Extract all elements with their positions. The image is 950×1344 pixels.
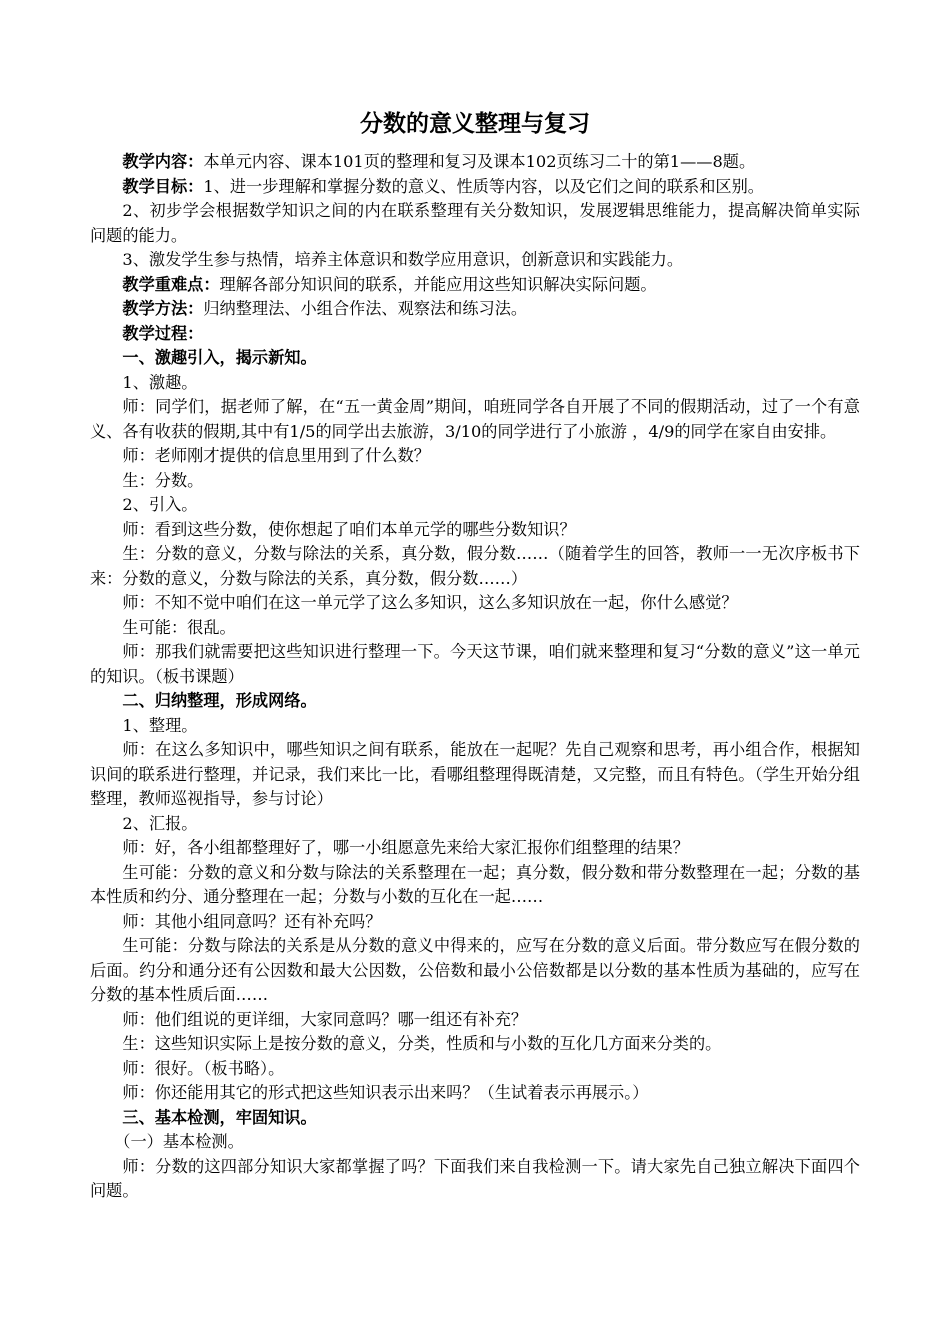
section-heading: 二、归纳整理，形成网络。 — [122, 691, 317, 710]
field-text: 归纳整理法、小组合作法、观察法和练习法。 — [203, 299, 528, 318]
field-label: 教学重难点： — [122, 274, 220, 294]
paragraph: 师：好，各小组都整理好了，哪一小组愿意先来给大家汇报你们组整理的结果？ — [122, 838, 689, 857]
paragraph: 1、整理。 — [122, 715, 198, 735]
paragraph: 1、激趣。 — [122, 372, 198, 392]
paragraph: 2、引入。 — [122, 495, 198, 514]
paragraph: 师：看到这些分数，使你想起了咱们本单元学的哪些分数知识？ — [122, 519, 576, 539]
paragraph: 师：同学们，据老师了解，在“五一黄金周”期间，咱班同学各自开展了不同的假期活动，过了一个有意义、各有收获的假期,其中有1/5的同学出去旅游，3/10的同学进行了小旅游 ，4/9的同学在家自由安排。 — [90, 397, 860, 441]
goal-paragraph: 3、激发学生参与热情，培养主体意识和数学应用意识，创新意识和实践能力。 — [122, 250, 684, 269]
paragraph: 师：不知不觉中咱们在这一单元学了这么多知识，这么多知识放在一起，你什么感觉？ — [122, 593, 738, 612]
goal-paragraph: 2、初步学会根据数学知识之间的内在联系整理有关分数知识，发展逻辑思维能力，提高解决简单实际问题的能力。 — [90, 201, 860, 245]
paragraph: 师：他们组说的更详细，大家同意吗？哪一组还有补充？ — [122, 1009, 528, 1029]
paragraph: 生：分数。 — [122, 470, 204, 490]
paragraph: 师：其他小组同意吗？还有补充吗？ — [122, 911, 382, 931]
field-label: 教学内容： — [122, 152, 204, 171]
paragraph: （一）基本检测。 — [114, 1132, 244, 1151]
paragraph: 生：分数的意义，分数与除法的关系，真分数，假分数……（随着学生的回答，教师一一无次序板书下来：分数的意义，分数与除法的关系，真分数，假分数……） — [90, 544, 860, 588]
field-text: 本单元内容、课本101页的整理和复习及课本102页练习二十的第1——8题。 — [203, 152, 756, 171]
paragraph: 2、汇报。 — [122, 813, 198, 833]
field-label: 教学方法： — [122, 299, 204, 318]
field-label: 教学过程： — [122, 323, 204, 343]
teaching-goals — [90, 175, 860, 200]
key-difficulties — [90, 273, 860, 298]
paragraph: 生可能：分数的意义和分数与除法的关系整理在一起；真分数，假分数和带分数整理在一起；分数的基本性质和约分、通分整理在一起；分数与小数的互化在一起…… — [90, 862, 860, 906]
teaching-content — [90, 150, 860, 175]
paragraph: 师：分数的这四部分知识大家都掌握了吗？下面我们来自我检测一下。请大家先自己独立解决下面四个问题。 — [90, 1156, 860, 1200]
paragraph: 师：在这么多知识中，哪些知识之间有联系，能放在一起呢？先自己观察和思考，再小组合作，根据知识间的联系进行整理，并记录，我们来比一比，看哪组整理得既清楚，又完整，而且有特色。（学生开始分组整理，教师巡视指导，参与讨论） — [90, 740, 860, 808]
field-label: 教学目标： — [122, 176, 204, 196]
paragraph: 生可能：分数与除法的关系是从分数的意义中得来的，应写在分数的意义后面。带分数应写在假分数的后面。约分和通分还有公因数和最大公因数，公倍数和最小公倍数都是以分数的基本性质为基础的，应写在分数的基本性质后面…… — [90, 936, 860, 1004]
paragraph: 生：这些知识实际上是按分数的意义，分类，性质和与小数的互化几方面来分类的。 — [122, 1034, 722, 1053]
document-body — [90, 150, 860, 1204]
teaching-process — [90, 322, 860, 347]
teaching-methods — [90, 297, 860, 322]
paragraph: 师：你还能用其它的形式把这些知识表示出来吗？（生试着表示再展示。） — [122, 1083, 649, 1102]
field-text: 1、进一步理解和掌握分数的意义、性质等内容，以及它们之间的联系和区别。 — [203, 176, 764, 196]
paragraph: 师：很好。（板书略）。 — [122, 1058, 285, 1078]
paragraph: 生可能：很乱。 — [122, 617, 236, 637]
field-text: 理解各部分知识间的联系，并能应用这些知识解决实际问题。 — [219, 274, 657, 294]
section-heading: 三、基本检测，牢固知识。 — [122, 1107, 317, 1127]
paragraph: 师：那我们就需要把这些知识进行整理一下。今天这节课，咱们就来整理和复习“分数的意义”这一单元的知识。（板书课题） — [90, 642, 860, 686]
section-heading: 一、激趣引入，揭示新知。 — [122, 348, 317, 367]
document-title: 分数的意义整理与复习 — [360, 111, 590, 137]
paragraph: 师：老师刚才提供的信息里用到了什么数？ — [122, 446, 430, 465]
